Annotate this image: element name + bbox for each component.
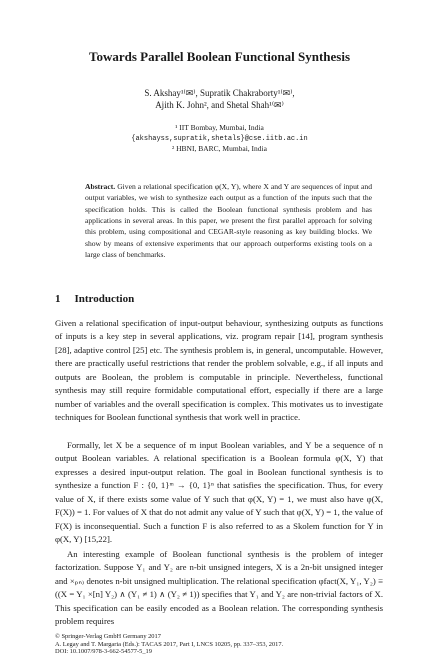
author-line-2: Ajith K. John², and Shetal Shah¹⁽✉⁾ bbox=[155, 100, 284, 110]
body-paragraph-2: Formally, let X be a sequence of m input Boolean variables, and Y be a sequence of n output Boolean variables. A relational specification is a Boolean formula φ(X, Y) that expresses a desired input-output relation. The goal in Boolean functional synthesis is to synthesize a function F : {0, 1}ᵐ → {0, 1}ⁿ that satisfies the specification. Thus, for every value of X, if there exists some value of Y such that φ(X, Y) = 1, we must also have φ(X, F(X)) = 1. For values of X that do not admit any value of Y such that φ(X, Y) = 1, the value of F(X) is inconsequential. Such a function F is also referred to as a Skolem function for Y in φ(X, Y) [15,22]. bbox=[55, 440, 383, 545]
body-paragraph-1: Given a relational specification of input-output behaviour, synthesizing outputs as functions of inputs is a key step in several applications, viz. program repair [14], program synthesis [28], adaptive control [25] etc. The synthesis problem is, in general, uncomputable. However, there are practically useful restrictions that render the problem solvable, e.g., if all inputs and outputs are Boolean, the problem is computable in principle. Nevertheless, functional synthesis may still require formidable computational effort, especially if there are a large number of variables and the overall specification is complex. This motivates us to investigate techniques for Boolean functional synthesis that work well in practice. bbox=[55, 318, 383, 423]
paper-title: Towards Parallel Boolean Functional Synthesis bbox=[89, 49, 350, 64]
section-title: Introduction bbox=[74, 293, 135, 305]
doi-line: DOI: 10.1007/978-3-662-54577-5_19 bbox=[55, 648, 152, 656]
section-heading bbox=[55, 293, 148, 305]
author-line-1: S. Akshay¹⁽✉⁾, Supratik Chakraborty¹⁽✉⁾, bbox=[144, 88, 295, 98]
citation-line: A. Legay and T. Margaria (Eds.): TACAS 2017, Part I, LNCS 10205, pp. 337–353, 2017. bbox=[55, 640, 284, 648]
section-number: 1 bbox=[55, 293, 61, 305]
abstract-text: Given a relational specification φ(X, Y), where X and Y are sequences of input and output variables, we wish to synthesize each output as a function of the inputs such that the specification holds. This is called the Boolean functional synthesis problem and has applications in several areas. In this paper, we present the first parallel approach for solving this problem, using compositional and CEGAR-style reasoning as key building blocks. We show by means of extensive experiments that our approach outperforms existing tools on a large class of benchmarks. bbox=[85, 182, 372, 260]
affiliation-line-2: ² HBNI, BARC, Mumbai, India bbox=[172, 144, 267, 153]
copyright-line: © Springer-Verlag GmbH Germany 2017 bbox=[55, 633, 161, 640]
publication-footer bbox=[55, 633, 385, 656]
abstract bbox=[85, 181, 372, 260]
body-paragraph-3: An interesting example of Boolean functional synthesis is the problem of integer factorization. Suppose Y₁ and Y₂ are n-bit unsigned integers, X is a 2n-bit unsigned integer and ×ₚₙ₎ denotes n-bit unsigned multiplication. The relational specification φfact(X, Y₁, Y₂) ≡ ((X = Y₁ ×[n] Y₂) ∧ (Y₁ ≠ 1) ∧ (Y₂ ≠ 1)) specifies that Y₁ and Y₂ are non-trivial factors of X. This specification can be easily encoded as a Boolean relation. The corresponding synthesis problem requires bbox=[55, 549, 383, 627]
affiliations bbox=[0, 123, 439, 155]
author-emails: {akshayss,supratik,shetals}@cse.iitb.ac.in bbox=[131, 134, 308, 143]
abstract-label: Abstract. bbox=[85, 182, 116, 191]
author-list bbox=[0, 87, 439, 111]
affiliation-line-1: ¹ IIT Bombay, Mumbai, India bbox=[175, 123, 264, 132]
